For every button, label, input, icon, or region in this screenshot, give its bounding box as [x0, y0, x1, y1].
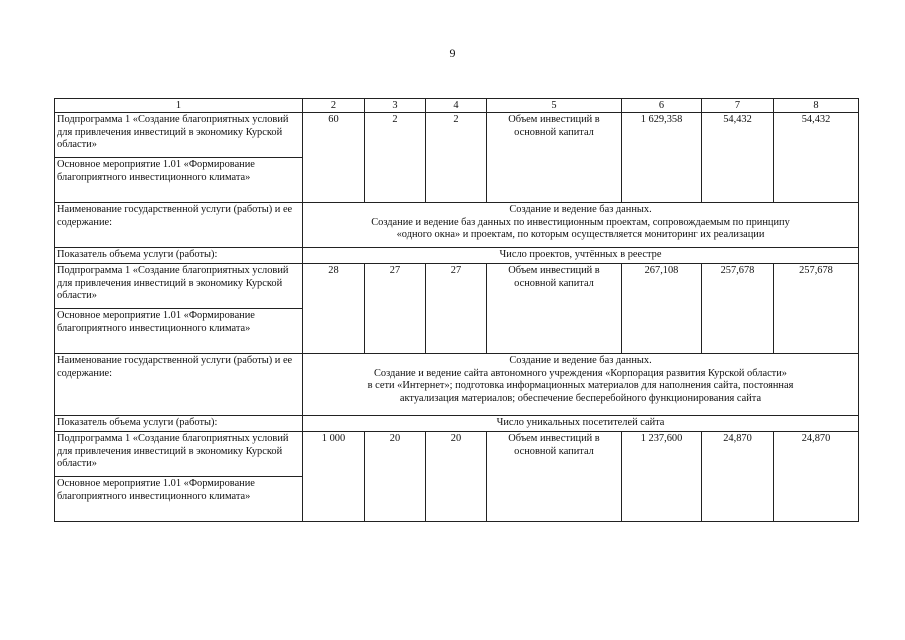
- header-col-3: 3: [365, 99, 426, 113]
- measure-cell: Объем инвестиций в основной капитал: [487, 264, 622, 354]
- service-line: Создание и ведение баз данных.: [509, 355, 652, 366]
- table-row: [55, 113, 859, 158]
- value-col-3: 2: [365, 113, 426, 203]
- header-col-8: 8: [774, 99, 859, 113]
- service-description: [303, 354, 859, 416]
- value-col-7: 24,870: [702, 432, 774, 522]
- header-row: [55, 99, 859, 113]
- value-col-4: 2: [426, 113, 487, 203]
- service-line: актуализация материалов; обеспечение бесперебойного функционирования сайта: [399, 393, 762, 405]
- table-row: [55, 264, 859, 309]
- value-col-4: 20: [426, 432, 487, 522]
- header-col-2: 2: [303, 99, 365, 113]
- service-row: [55, 203, 859, 248]
- subprogram-cell: Подпрограмма 1 «Создание благоприятных условий для привлечения инвестиций в экономику Курской области»: [55, 113, 303, 158]
- value-col-3: 27: [365, 264, 426, 354]
- table-row: [55, 432, 859, 477]
- subprogram-cell: Подпрограмма 1 «Создание благоприятных условий для привлечения инвестиций в экономику Курской области»: [55, 432, 303, 477]
- value-col-8: 54,432: [774, 113, 859, 203]
- value-col-7: 257,678: [702, 264, 774, 354]
- header-col-7: 7: [702, 99, 774, 113]
- value-col-3: 20: [365, 432, 426, 522]
- value-col-6: 1 237,600: [622, 432, 702, 522]
- value-col-7: 54,432: [702, 113, 774, 203]
- service-label: Наименование государственной услуги (работы) и ее содержание:: [55, 354, 303, 416]
- indicator-row: [55, 248, 859, 264]
- program-table: [54, 98, 859, 522]
- value-col-6: 1 629,358: [622, 113, 702, 203]
- value-col-8: 24,870: [774, 432, 859, 522]
- activity-cell: Основное мероприятие 1.01 «Формирование благоприятного инвестиционного климата»: [55, 309, 303, 354]
- service-line: Создание и ведение сайта автономного учреждения «Корпорация развития Курской области»: [374, 367, 787, 379]
- service-line: в сети «Интернет»; подготовка информационных материалов для наполнения сайта, постоянная: [367, 380, 794, 392]
- measure-cell: Объем инвестиций в основной капитал: [487, 113, 622, 203]
- value-col-4: 27: [426, 264, 487, 354]
- service-line: Создание и ведение баз данных по инвестиционным проектам, сопровождаемым по принципу: [371, 216, 790, 228]
- header-col-6: 6: [622, 99, 702, 113]
- header-col-5: 5: [487, 99, 622, 113]
- header-col-1: 1: [55, 99, 303, 113]
- value-col-6: 267,108: [622, 264, 702, 354]
- value-col-8: 257,678: [774, 264, 859, 354]
- service-line: «одного окна» и проектам, по которым осуществляется мониторинг их реализации: [396, 229, 765, 241]
- value-col-2: 1 000: [303, 432, 365, 522]
- service-label: Наименование государственной услуги (работы) и ее содержание:: [55, 203, 303, 248]
- value-col-2: 60: [303, 113, 365, 203]
- header-col-4: 4: [426, 99, 487, 113]
- activity-cell: Основное мероприятие 1.01 «Формирование благоприятного инвестиционного климата»: [55, 477, 303, 522]
- indicator-value: Число проектов, учтённых в реестре: [303, 248, 859, 264]
- measure-cell: Объем инвестиций в основной капитал: [487, 432, 622, 522]
- subprogram-cell: Подпрограмма 1 «Создание благоприятных условий для привлечения инвестиций в экономику Курской области»: [55, 264, 303, 309]
- value-col-2: 28: [303, 264, 365, 354]
- service-description: [303, 203, 859, 248]
- indicator-value: Число уникальных посетителей сайта: [303, 416, 859, 432]
- indicator-row: [55, 416, 859, 432]
- page-number: 9: [449, 46, 456, 60]
- service-row: [55, 354, 859, 416]
- indicator-label: Показатель объема услуги (работы):: [55, 416, 303, 432]
- service-line: Создание и ведение баз данных.: [509, 204, 652, 215]
- activity-cell: Основное мероприятие 1.01 «Формирование благоприятного инвестиционного климата»: [55, 158, 303, 203]
- indicator-label: Показатель объема услуги (работы):: [55, 248, 303, 264]
